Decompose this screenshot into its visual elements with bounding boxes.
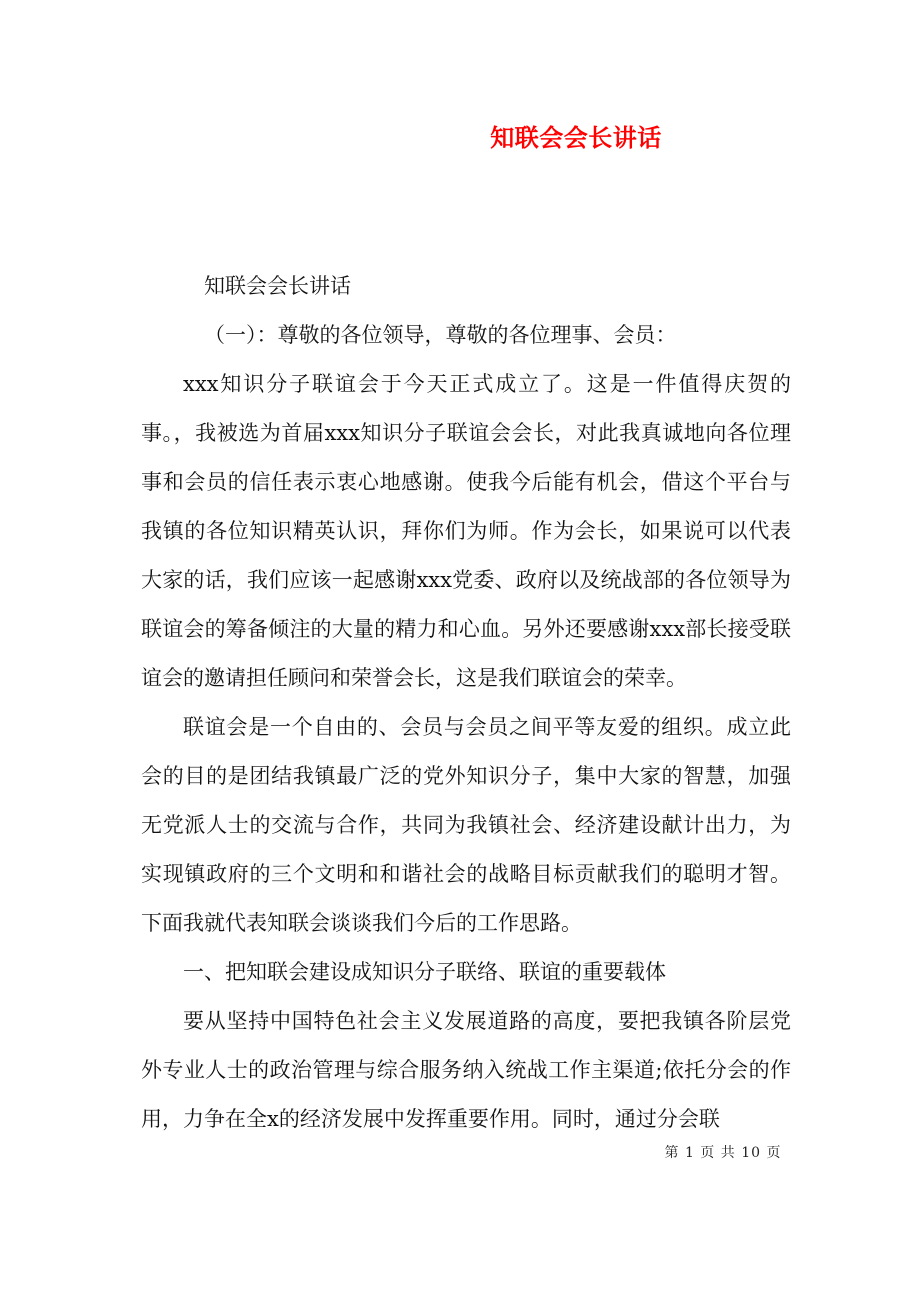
body-paragraph: xxx知识分子联谊会于今天正式成立了。这是一件值得庆贺的事。，我被选为首届xxx知识分子联谊会会长，对此我真诚地向各位理事和会员的信任表示衷心地感谢。使我今后能有机会，借这个平台与我镇的各位知识精英认识，拜你们为师。作为会长，如果说可以代表大家的话，我们应该一起感谢xxx党委、政府以及统战部的各位领导为联谊会的筹备倾注的大量的精力和心血。另外还要感谢xxx部长接受联谊会的邀请担任顾问和荣誉会长，这是我们联谊会的荣幸。 <box>141 372 791 690</box>
document-title: 知联会会长讲话 <box>490 123 662 152</box>
body-paragraph: 联谊会是一个自由的、会员与会员之间平等友爱的组织。成立此会的目的是团结我镇最广泛的党外知识分子，集中大家的智慧，加强无党派人士的交流与合作，共同为我镇社会、经济建设献计出力，为实现镇政府的三个文明和和谐社会的战略目标贡献我们的聪明才智。下面我就代表知联会谈谈我们今后的工作思路。 <box>141 715 791 935</box>
body-heading: 知联会会长讲话 <box>204 274 351 298</box>
section-heading: 一、把知联会建设成知识分子联络、联谊的重要载体 <box>183 960 666 984</box>
page-footer: 第 1 页 共 10 页 <box>664 1145 782 1161</box>
body-paragraph: 要从坚持中国特色社会主义发展道路的高度，要把我镇各阶层党外专业人士的政治管理与综合服务纳入统战工作主渠道;依托分会的作用，力争在全x的经济发展中发挥重要作用。同时，通过分会联 <box>141 1009 791 1131</box>
salutation-paragraph: （一）：尊敬的各位领导，尊敬的各位理事、会员： <box>204 323 677 347</box>
document-body <box>141 262 791 1144</box>
